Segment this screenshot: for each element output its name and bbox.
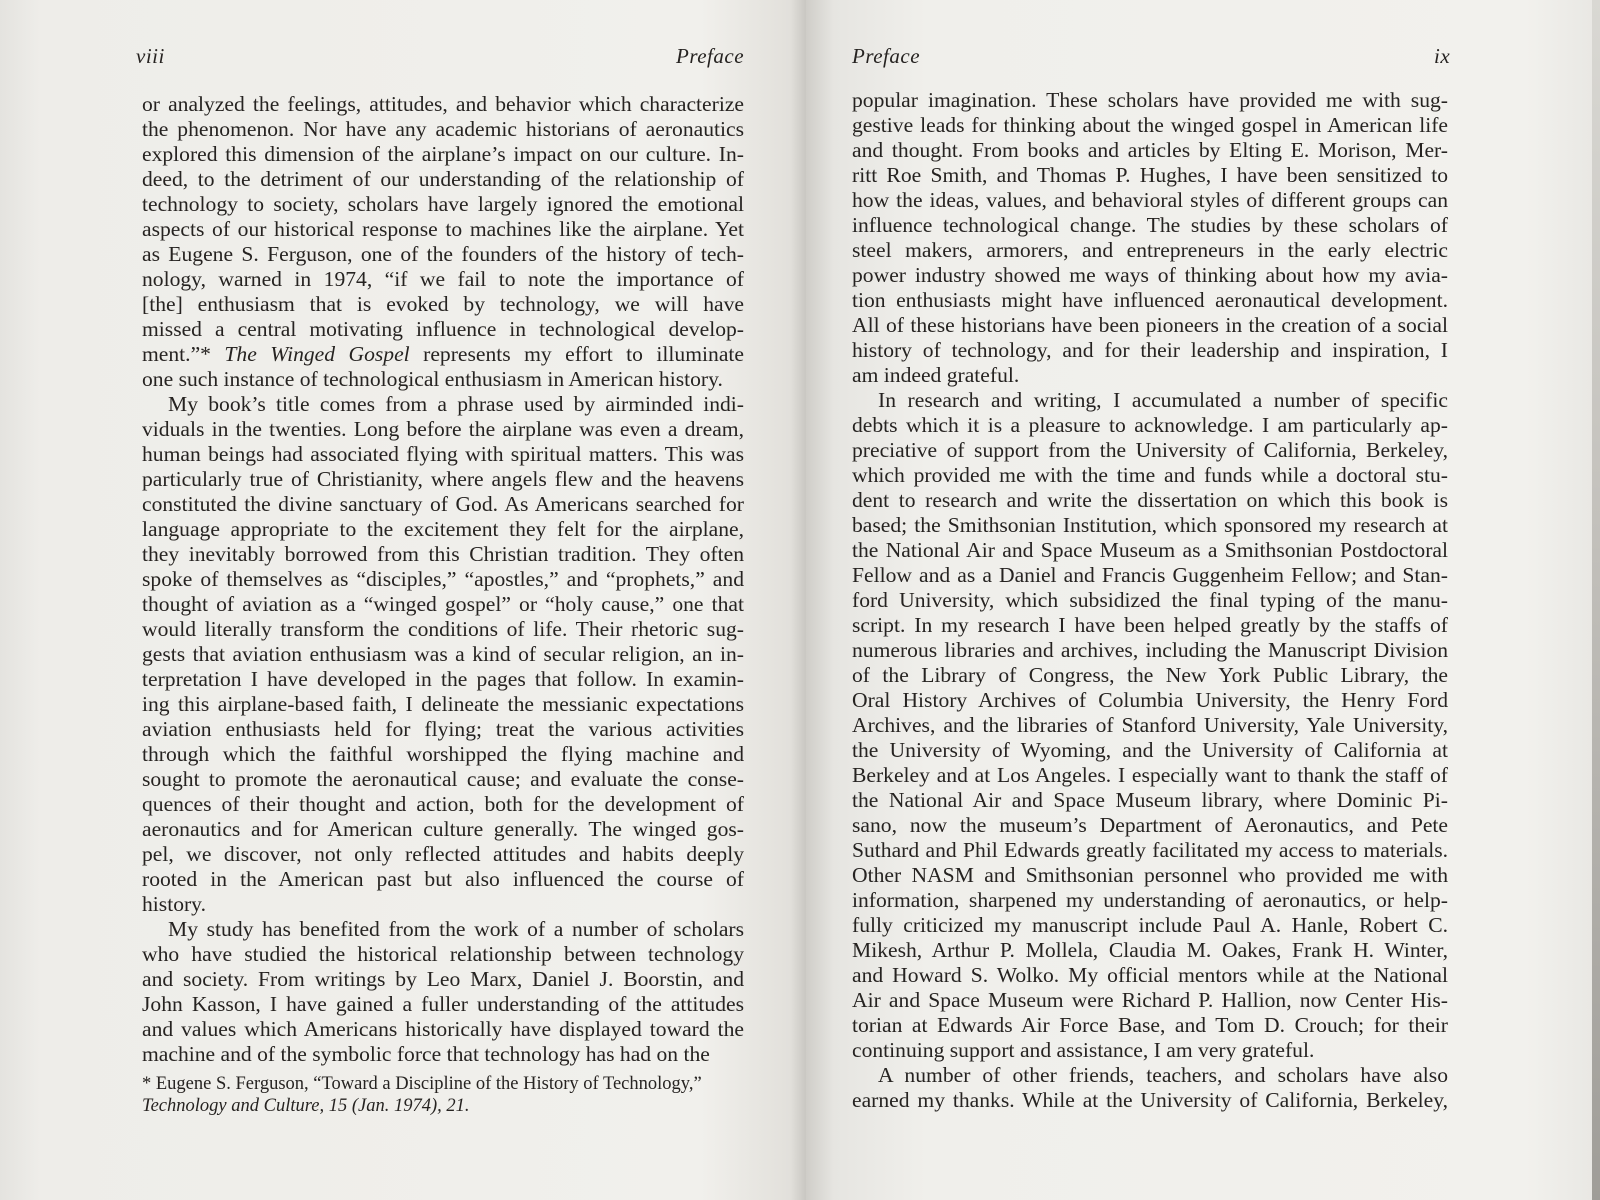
text-line: [the] enthusiasm that is evoked by technology, we will have (142, 292, 744, 316)
right-running-head: Preface (852, 44, 921, 68)
footnote-line: * Eugene S. Ferguson, “Toward a Discipline of the History of Technology,” (142, 1074, 702, 1094)
text-line: script. In my research I have been helped greatly by the staffs of (852, 613, 1448, 637)
text-line: history of technology, and for their leadership and inspiration, I (852, 338, 1448, 362)
text-line: ritt Roe Smith, and Thomas P. Hughes, I have been sensitized to (852, 163, 1448, 187)
text-line: am indeed grateful. (852, 363, 1020, 387)
text-line: aspects of our historical response to machines like the airplane. Yet (142, 217, 744, 241)
text-line: information, sharpened my understanding of aeronautics, or help- (852, 888, 1448, 912)
right-page (806, 0, 1592, 1200)
text-line: of the Library of Congress, the New York Public Library, the (852, 663, 1448, 687)
text-line: and Howard S. Wolko. My official mentors while at the National (852, 963, 1448, 987)
text-line: technology to society, scholars have largely ignored the emotional (142, 192, 744, 216)
text-line: Berkeley and at Los Angeles. I especially want to thank the staff of (852, 763, 1448, 787)
text-line: torian at Edwards Air Force Base, and Tom D. Crouch; for their (852, 1013, 1448, 1037)
text-line: the phenomenon. Nor have any academic historians of aeronautics (142, 117, 744, 141)
text-line: earned my thanks. While at the University of California, Berkeley, (852, 1088, 1448, 1112)
text-line: ford University, which subsidized the final typing of the manu- (852, 588, 1448, 612)
text-line: My book’s title comes from a phrase used by airminded indi- (168, 392, 744, 416)
left-body-text (142, 92, 744, 1117)
text-line: sought to promote the aeronautical cause; and evaluate the conse- (142, 767, 744, 791)
text-line: the National Air and Space Museum library, where Dominic Pi- (852, 788, 1448, 812)
text-line: power industry showed me ways of thinking about how my avia- (852, 263, 1448, 287)
text-line: Fellow and as a Daniel and Francis Guggenheim Fellow; and Stan- (852, 563, 1448, 587)
text-line: ment.”* The Winged Gospel represents my effort to illuminate (142, 342, 744, 366)
text-line: influence technological change. The studies by these scholars of (852, 213, 1448, 237)
text-line: nology, warned in 1974, “if we fail to note the importance of (142, 267, 744, 291)
left-folio: viii (136, 44, 165, 68)
text-line: they inevitably borrowed from this Christian tradition. They often (142, 542, 744, 566)
text-line: how the ideas, values, and behavioral styles of different groups can (852, 188, 1448, 212)
text-line: quences of their thought and action, both for the development of (142, 792, 744, 816)
text-line: history. (142, 892, 206, 916)
text-line: Air and Space Museum were Richard P. Hallion, now Center His- (852, 988, 1448, 1012)
text-line: who have studied the historical relationship between technology (142, 942, 744, 966)
text-line: the National Air and Space Museum as a Smithsonian Postdoctoral (852, 538, 1448, 562)
text-line: tion enthusiasts might have influenced aeronautical development. (852, 288, 1448, 312)
text-line: language appropriate to the excitement they felt for the airplane, (142, 517, 744, 541)
text-line: based; the Smithsonian Institution, which sponsored my research at (852, 513, 1448, 537)
text-line: John Kasson, I have gained a fuller understanding of the attitudes (142, 992, 744, 1016)
text-line: numerous libraries and archives, including the Manuscript Division (852, 638, 1448, 662)
text-line: aviation enthusiasts held for flying; treat the various activities (142, 717, 744, 741)
text-line: ing this airplane-based faith, I delineate the messianic expectations (142, 692, 744, 716)
text-line: A number of other friends, teachers, and scholars have also (878, 1063, 1448, 1087)
right-body-text (852, 88, 1448, 1113)
text-line: and thought. From books and articles by Elting E. Morison, Mer- (852, 138, 1448, 162)
text-line: missed a central motivating influence in technological develop- (142, 317, 744, 341)
left-running-head: Preface (676, 44, 745, 68)
text-line: gests that aviation enthusiasm was a kind of secular religion, an in- (142, 642, 744, 666)
text-line: popular imagination. These scholars have provided me with sug- (852, 88, 1448, 112)
footnote-line: Technology and Culture, 15 (Jan. 1974), 21. (142, 1096, 470, 1116)
text-line: My study has benefited from the work of a number of scholars (168, 917, 744, 941)
text-line: Archives, and the libraries of Stanford University, Yale University, (852, 713, 1448, 737)
text-line: Other NASM and Smithsonian personnel who provided me with (852, 863, 1448, 887)
text-line: particularly true of Christianity, where angels flew and the heavens (142, 467, 744, 491)
text-line: In research and writing, I accumulated a number of specific (878, 388, 1448, 412)
text-line: debts which it is a pleasure to acknowledge. I am particularly ap- (852, 413, 1448, 437)
text-line: human beings had associated flying with spiritual matters. This was (142, 442, 744, 466)
text-line: All of these historians have been pioneers in the creation of a social (852, 313, 1448, 337)
text-line: pel, we discover, not only reflected attitudes and habits deeply (142, 842, 744, 866)
text-line: spoke of themselves as “disciples,” “apostles,” and “prophets,” and (142, 567, 744, 591)
text-line: Suthard and Phil Edwards greatly facilitated my access to materials. (852, 838, 1448, 862)
text-line: would literally transform the conditions of life. Their rhetoric sug- (142, 617, 744, 641)
text-line: preciative of support from the University of California, Berkeley, (852, 438, 1448, 462)
text-line: explored this dimension of the airplane’s impact on our culture. In- (142, 142, 744, 166)
text-line: terpretation I have developed in the pages that follow. In examin- (142, 667, 744, 691)
text-line: constituted the divine sanctuary of God. As Americans searched for (142, 492, 744, 516)
text-line: one such instance of technological enthusiasm in American history. (142, 367, 723, 391)
text-line: Mikesh, Arthur P. Mollela, Claudia M. Oakes, Frank H. Winter, (852, 938, 1448, 962)
text-line: aeronautics and for American culture generally. The winged gos- (142, 817, 744, 841)
text-line: sano, now the museum’s Department of Aeronautics, and Pete (852, 813, 1448, 837)
text-line: and society. From writings by Leo Marx, Daniel J. Boorstin, and (142, 967, 744, 991)
text-line: rooted in the American past but also influenced the course of (142, 867, 744, 891)
text-line: thought of aviation as a “winged gospel” or “holy cause,” one that (142, 592, 744, 616)
text-line: dent to research and write the dissertation on which this book is (852, 488, 1448, 512)
text-line: deed, to the detriment of our understanding of the relationship of (142, 167, 744, 191)
book-edge-right (1592, 0, 1600, 1200)
right-folio: ix (1434, 44, 1451, 68)
text-line: which provided me with the time and funds while a doctoral stu- (852, 463, 1448, 487)
text-line: and values which Americans historically have displayed toward the (142, 1017, 744, 1041)
text-line: or analyzed the feelings, attitudes, and behavior which characterize (142, 92, 744, 116)
text-line: steel makers, armorers, and entrepreneurs in the early electric (852, 238, 1448, 262)
text-line: through which the faithful worshipped the flying machine and (142, 742, 744, 766)
text-line: viduals in the twenties. Long before the airplane was even a dream, (142, 417, 744, 441)
text-line: the University of Wyoming, and the University of California at (852, 738, 1448, 762)
text-line: continuing support and assistance, I am very grateful. (852, 1038, 1315, 1062)
text-line: machine and of the symbolic force that technology has had on the (142, 1042, 710, 1066)
text-line: fully criticized my manuscript include Paul A. Hanle, Robert C. (852, 913, 1448, 937)
text-line: Oral History Archives of Columbia University, the Henry Ford (852, 688, 1448, 712)
text-line: as Eugene S. Ferguson, one of the founders of the history of tech- (142, 242, 744, 266)
text-line: gestive leads for thinking about the winged gospel in American life (852, 113, 1448, 137)
